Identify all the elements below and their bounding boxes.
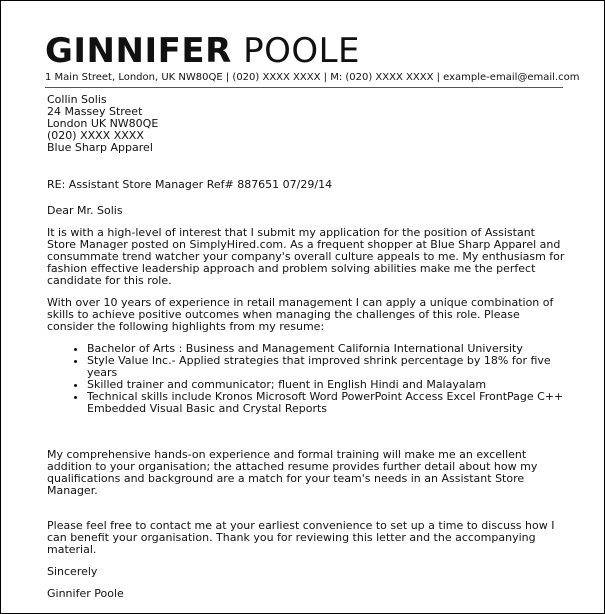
paragraph-qualifications: My comprehensive hands-on experience and formal training will make me an excellent addition to your organisation; the attached resume provides further detail about how my qualifications and background are a match for your team's needs in an Assistant Store Manager.	[47, 448, 538, 497]
paragraph-contact: Please feel free to contact me at your earliest convenience to set up a time to discuss how I can benefit your organisation. Thank you for reviewing this letter and the accompanying material.	[47, 519, 555, 556]
list-item: • Technical skills include Kronos Microsoft Word PowerPoint Access Excel FrontPage C++ Embedded Visual Basic and Crystal Reports	[87, 391, 567, 415]
closing: Sincerely	[47, 565, 98, 578]
reference-line: RE: Assistant Store Manager Ref# 887651 07/29/14	[47, 178, 333, 191]
contact-line: 1 Main Street, London, UK NW80QE | (020) XXXX XXXX | M: (020) XXXX XXXX | example-email@email.com	[45, 72, 580, 83]
letter-body	[47, 94, 567, 600]
recipient-address	[47, 94, 567, 154]
recipient-phone: (020) XXXX XXXX	[47, 129, 144, 142]
list-item: • Style Value Inc.- Applied strategies that improved shrink percentage by 18% for five years	[87, 355, 567, 379]
list-item: • Skilled trainer and communicator; fluent in English Hindi and Malayalam	[87, 379, 567, 391]
recipient-name: Collin Solis	[47, 93, 107, 106]
recipient-street: 24 Massey Street	[47, 105, 143, 118]
paragraph-experience: With over 10 years of experience in retail management I can apply a unique combination of skills to achieve positive outcomes when managing the challenges of this role. Please consider the following highlights from my resume:	[47, 296, 554, 333]
applicant-name	[45, 31, 360, 71]
salutation: Dear Mr. Solis	[47, 204, 123, 217]
highlights-list	[47, 343, 567, 415]
paragraph-intro: It is with a high-level of interest that I submit my application for the position of Assistant Store Manager posted on SimplyHired.com. As a frequent shopper at Blue Sharp Apparel and consummate trend watcher your company's overall culture appeals to me. My enthusiasm for fashion effective leadership approach and problem solving abilities make me the perfect candidate for this role.	[47, 226, 565, 287]
header-divider	[45, 87, 563, 88]
list-item: • Bachelor of Arts : Business and Management California International University	[87, 343, 567, 355]
recipient-city: London UK NW80QE	[47, 117, 159, 130]
first-name: GINNIFER	[45, 31, 232, 71]
last-name: POOLE	[243, 31, 361, 71]
signature: Ginnifer Poole	[47, 587, 124, 600]
recipient-company: Blue Sharp Apparel	[47, 141, 153, 154]
